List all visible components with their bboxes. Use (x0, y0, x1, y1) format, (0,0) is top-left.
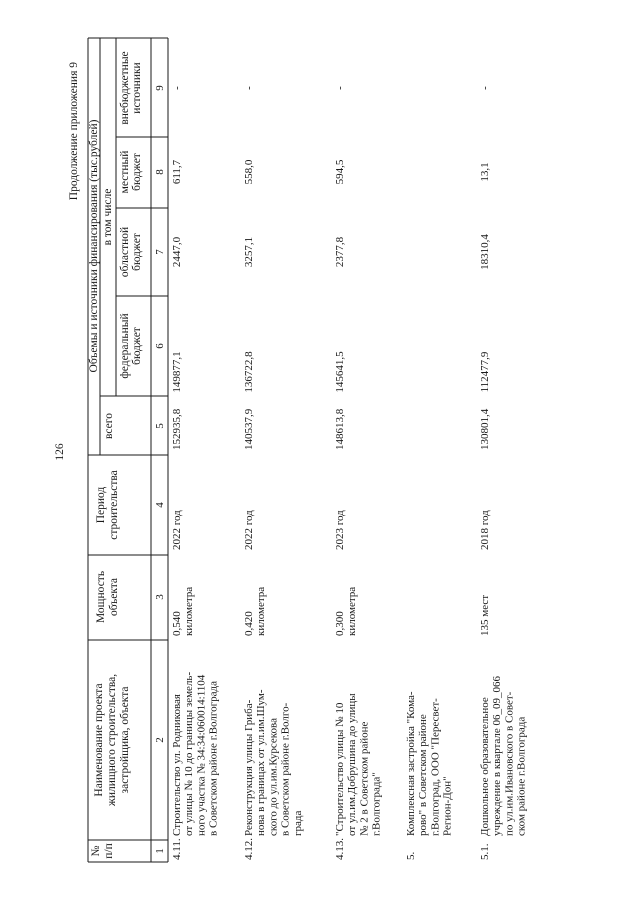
table-row (171, 86, 220, 860)
table-row (479, 86, 528, 860)
row-name-line: по ул.им.Ивановского в Совет- (503, 691, 516, 836)
row-name-line: Реконструкция улицы Грибa- (243, 699, 255, 836)
row-name-line: Строительство ул. Родниковая (171, 694, 183, 836)
row-name-line: от улицы № 10 до границы земель- (183, 671, 196, 836)
row-number: 5.1. (479, 843, 491, 860)
row-federal: 145641,5 (334, 351, 346, 393)
column-number: 3 (154, 594, 166, 600)
row-period: 2018 год (479, 510, 491, 550)
row-name-line: Дошкольное образовательное (479, 697, 491, 836)
table-row (334, 86, 383, 860)
column-number: 1 (154, 848, 166, 854)
header-extra: источники (131, 62, 143, 114)
row-number: 4.13. (334, 838, 346, 860)
row-period: 2023 год (334, 510, 346, 550)
row-number: 5. (405, 851, 417, 860)
header-no: № (90, 845, 102, 857)
row-local: 594,5 (334, 159, 346, 185)
page-number: 126 (54, 443, 66, 461)
header-capacity: Мощность (95, 570, 107, 624)
row-regional: 3257,1 (243, 236, 255, 268)
row-name-line: в Советском районе г.Волгограда (207, 680, 220, 836)
table-body (171, 86, 528, 860)
row-name-line: Комплексная застройка "Кома- (405, 691, 417, 836)
row-total: 130801,4 (479, 408, 491, 450)
column-number: 5 (154, 423, 166, 429)
row-name-line: № 2 в Советском районе (358, 721, 371, 836)
row-name-line: учреждение в квартале 06_09_066 (491, 675, 504, 836)
row-federal: 112477,9 (479, 351, 491, 393)
row-total: 152935,8 (171, 408, 183, 450)
row-extra: - (171, 86, 183, 90)
row-local: 13,1 (479, 162, 491, 182)
header-period: Период (95, 486, 107, 524)
header-local: бюджет (131, 153, 143, 191)
header-name: Наименование проекта (93, 683, 105, 797)
row-regional: 18310,4 (479, 234, 491, 270)
column-number: 2 (154, 737, 166, 743)
row-capacity: 0,420 (243, 611, 255, 636)
row-local: 611,7 (171, 159, 183, 185)
row-name-line: ского до ул.им.Курсекова (267, 718, 280, 836)
row-name-line: г.Волгограда" (370, 772, 383, 836)
row-name-line: г.Волгоград, ООО "Пересвет- (429, 698, 442, 836)
row-number: 4.11. (171, 838, 183, 860)
header-name: жилищного строительства, (106, 673, 118, 807)
row-extra: - (479, 86, 491, 90)
header-regional: областной (119, 226, 131, 278)
header-local: местный (119, 150, 131, 194)
header-funding: Объемы и источники финансирования (тыс.рублей) (88, 119, 100, 373)
row-capacity: 0,300 (334, 611, 346, 636)
table-row (405, 691, 454, 860)
row-name-line: от ул.им.Добрушина до улицы (346, 693, 359, 836)
row-name-line: ском районе г.Волгограда (515, 716, 528, 836)
row-extra: - (243, 86, 255, 90)
row-capacity: 0,540 (171, 611, 183, 636)
row-total: 148613,8 (334, 408, 346, 450)
row-regional: 2447,0 (171, 236, 183, 268)
header-total: всего (103, 413, 115, 439)
header-extra: внебюджетные (119, 51, 131, 125)
row-local: 558,0 (243, 159, 255, 185)
header-incl: в том числе (102, 188, 114, 246)
column-number: 9 (154, 85, 166, 91)
column-number: 6 (154, 343, 166, 349)
row-extra: - (334, 86, 346, 90)
continuation-note: Продолжение приложения 9 (68, 62, 80, 201)
row-capacity: 135 мест (479, 594, 491, 636)
row-name-line: "Строительство улицы № 10 (334, 702, 346, 836)
row-name-line: ного участка № 34:34:060014:1104 (195, 674, 208, 836)
header-period: строительства (108, 470, 120, 540)
row-regional: 2377,8 (334, 236, 346, 268)
row-federal: 136722,8 (243, 351, 255, 393)
row-period: 2022 год (171, 510, 183, 550)
row-name-line: рово" в Советском районе (417, 714, 430, 836)
column-number: 8 (154, 169, 166, 175)
header-federal: бюджет (131, 327, 143, 365)
header-regional: бюджет (131, 233, 143, 271)
table-row (243, 86, 304, 860)
row-capacity: километра (255, 586, 268, 636)
row-capacity: километра (183, 586, 196, 636)
row-federal: 149877,1 (171, 351, 183, 393)
column-number: 4 (154, 502, 166, 508)
column-number: 7 (154, 249, 166, 255)
row-capacity: километра (346, 586, 359, 636)
header-name: застройщика, объекта (119, 686, 131, 794)
row-name-line: нова в границах от ул.им.Шум- (255, 689, 268, 836)
header-capacity: объекта (108, 577, 120, 617)
row-name-line: града (291, 810, 304, 836)
row-number: 4.12. (243, 838, 255, 860)
row-name-line: Регион-Дон" (441, 776, 454, 836)
row-total: 140537,9 (243, 408, 255, 450)
row-period: 2022 год (243, 510, 255, 550)
row-name-line: в Советском районе г.Волго- (279, 702, 292, 836)
header-federal: федеральный (119, 313, 131, 379)
header-no: п/п (103, 843, 115, 859)
